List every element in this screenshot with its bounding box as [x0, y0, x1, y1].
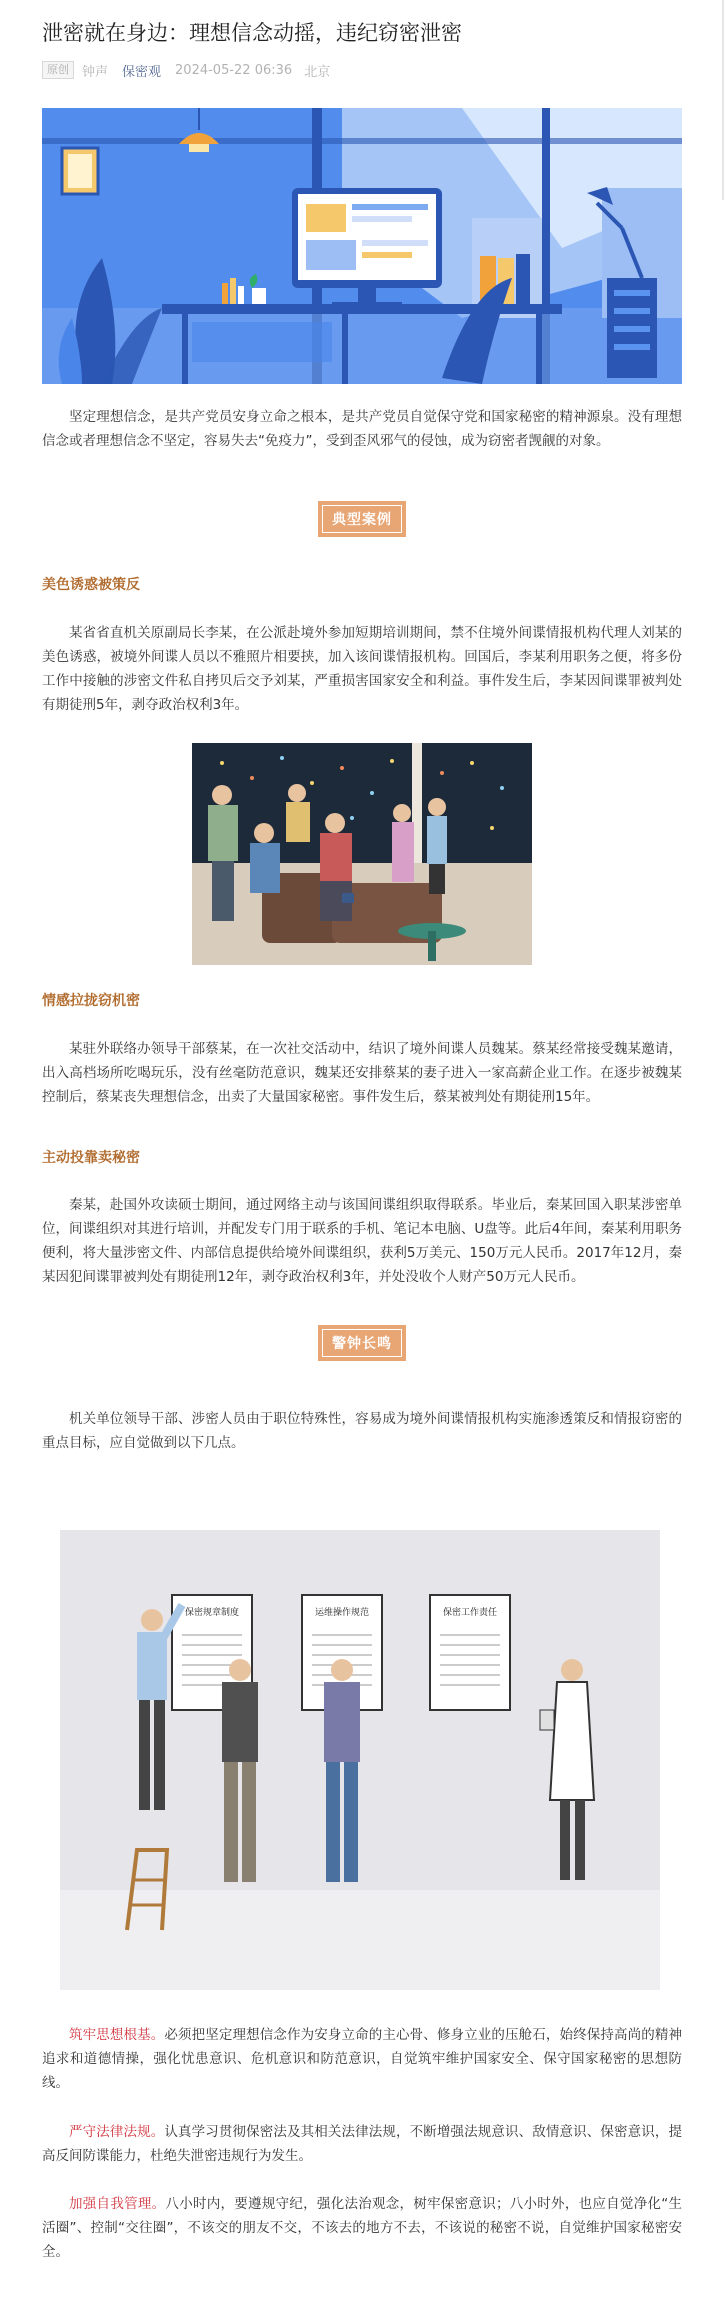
article — [42, 0, 683, 2260]
section-warning — [42, 1325, 682, 1361]
intro-paragraph: 坚定理想信念，是共产党员安身立命之根本，是共产党员自觉保守党和国家秘密的精神源泉。没有理想信念或者理想信念不坚定，容易失去“免疫力”，受到歪风邪气的侵蚀，成为窃密者觊觎的对象。 — [42, 409, 682, 449]
point2-paragraph — [42, 2120, 682, 2168]
point2-lead: 严守法律法规。 — [69, 2124, 165, 2140]
poster-label-responsibility: 保密工作责任 — [442, 1608, 497, 1618]
author-name: 钟声 — [82, 64, 109, 80]
section-badge-label: 警钟长鸣 — [322, 1329, 402, 1357]
article-title: 泄密就在身边：理想信念动摇，违纪窃密泄密 — [42, 21, 462, 45]
publish-location: 北京 — [304, 64, 331, 80]
section-badge-label: 典型案例 — [322, 505, 402, 533]
poster-wall-illustration — [42, 1510, 682, 2008]
section-badge-warning — [318, 1325, 406, 1361]
point2-text: 认真学习贯彻保密法及其相关法律法规，不断增强法规意识、敌情意识、保密意识，提高反间防谍能力，杜绝失泄密违规行为发生。 — [42, 2124, 682, 2164]
poster-label-regulations: 保密规章制度 — [184, 1608, 239, 1618]
original-tag: 原创 — [42, 61, 74, 79]
point1-text: 必须把坚定理想信念作为安身立命的主心骨、修身立业的压舱石，始终保持高尚的精神追求和道德情操，强化忧患意识、危机意识和防范意识，自觉筑牢维护国家安全、保守国家秘密的思想防线。 — [42, 2027, 682, 2091]
point1-paragraph — [42, 2023, 682, 2095]
case2-paragraph: 某驻外联络办领导干部蔡某，在一次社交活动中，结识了境外间谍人员魏某。蔡某经常接受魏某邀请，出入高档场所吃喝玩乐，没有丝毫防范意识，魏某还安排蔡某的妻子进入一家高薪企业工作。在逐步被魏某控制后，蔡某丧失理想信念，出卖了大量国家秘密。事件发生后，蔡某被判处有期徒刑15年。 — [42, 1041, 682, 1105]
point3-lead: 加强自我管理。 — [69, 2196, 166, 2212]
point3-paragraph — [42, 2192, 682, 2264]
section-badge-typical-cases — [318, 501, 406, 537]
case2-heading: 情感拉拢窃机密 — [42, 993, 140, 1009]
poster-label-operations: 运维操作规范 — [314, 1608, 369, 1618]
section-typical-cases — [42, 501, 682, 537]
point1-lead: 筑牢思想根基。 — [69, 2027, 165, 2043]
party-scene-illustration — [192, 743, 532, 965]
warning-intro-paragraph: 机关单位领导干部、涉密人员由于职位特殊性，容易成为境外间谍情报机构实施渗透策反和情报窃密的重点目标，应自觉做到以下几点。 — [42, 1411, 682, 1451]
case1-heading: 美色诱惑被策反 — [42, 577, 140, 593]
case3-heading: 主动投靠卖秘密 — [42, 1150, 140, 1166]
account-link[interactable]: 保密观 — [122, 64, 162, 80]
article-meta — [42, 60, 682, 80]
case1-paragraph: 某省省直机关原副局长李某，在公派赴境外参加短期培训期间，禁不住境外间谍情报机构代理人刘某的美色诱惑，被境外间谍人员以不雅照片相要挟，加入该间谍情报机构。回国后，李某利用职务之便，将多份工作中接触的涉密文件私自拷贝后交予刘某，严重损害国家安全和利益。事件发生后，李某因间谍罪被判处有期徒刑5年，剥夺政治权利3年。 — [42, 625, 682, 713]
office-scene-illustration — [42, 108, 682, 384]
case3-paragraph: 秦某，赴国外攻读硕士期间，通过网络主动与该国间谍组织取得联系。毕业后，秦某回国入职某涉密单位，间谍组织对其进行培训，并配发专门用于联系的手机、笔记本电脑、U盘等。此后4年间，秦某利用职务便利，将大量涉密文件、内部信息提供给境外间谍组织，获利5万美元、150万元人民币。2017年12月，秦某因犯间谍罪被判处有期徒刑12年，剥夺政治权利3年，并处没收个人财产50万元人民币。 — [42, 1197, 682, 1285]
point3-text: 八小时内，要遵规守纪，强化法治观念，树牢保密意识；八小时外，也应自觉净化“生活圈”、控制“交往圈”，不该交的朋友不交，不该去的地方不去，不该说的秘密不说，自觉维护国家秘密安全。 — [42, 2196, 683, 2260]
publish-time: 2024-05-22 06:36 — [175, 62, 293, 78]
